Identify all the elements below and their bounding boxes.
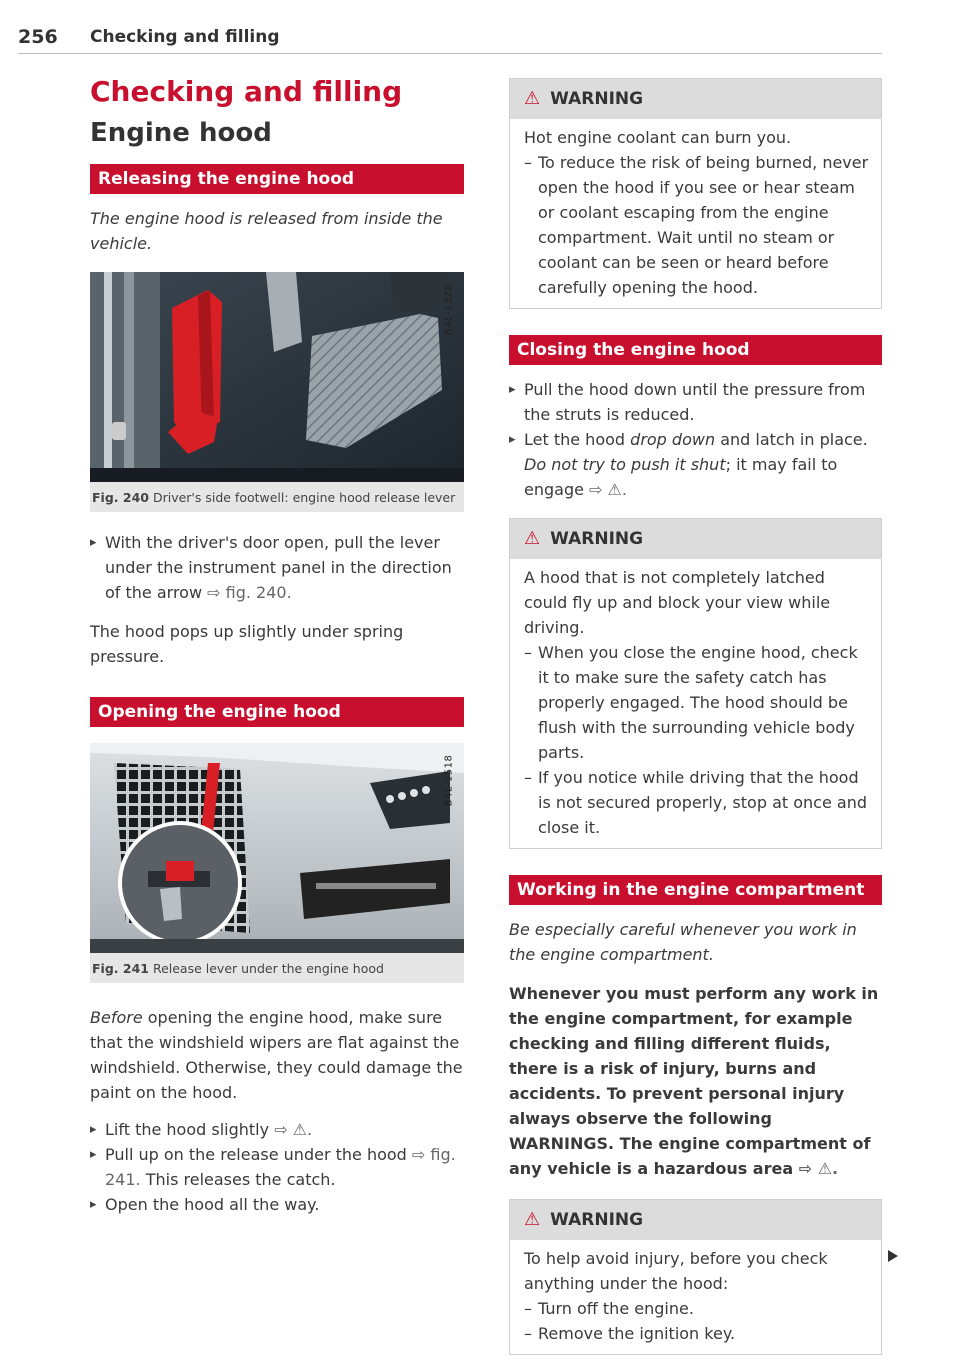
opening-step-1: ▸ Lift the hood slightly ⇨ ⚠. — [90, 1117, 464, 1142]
working-heading: Working in the engine compartment — [509, 875, 882, 905]
figure-241-image — [90, 743, 464, 953]
figure-240-image — [90, 272, 464, 482]
warning-header: ⚠ WARNING — [510, 1200, 881, 1240]
warning-box-inspection — [509, 1199, 882, 1355]
warning-item: – When you close the engine hood, check it to make sure the safety catch has properly engaged. The hood should be flush with the surrounding vehicle body parts. — [524, 640, 869, 765]
closing-step-2: ▸ Let the hood drop down and latch in place. Do not try to push it shut; it may fail to engage ⇨ ⚠. — [509, 427, 882, 502]
releasing-paragraph: The hood pops up slightly under spring pressure. — [90, 622, 404, 666]
working-bold-paragraph: Whenever you must perform any work in the engine compartment, for example checking and filling different fluids, there is a risk of injury, burns and accidents. To prevent personal injury always observe the following WARNINGS. The engine compartment of any vehicle is a hazardous area ⇨ ⚠. — [509, 984, 879, 1178]
warning-item: – Remove the ignition key. — [524, 1321, 869, 1346]
warning-box-coolant — [509, 78, 882, 309]
closing-step-1: ▸ Pull the hood down until the pressure from the struts is reduced. — [509, 377, 882, 427]
figure-241-caption-text: Release lever under the engine hood — [152, 961, 384, 976]
warning-reference: ⇨ ⚠. — [589, 480, 627, 499]
figure-241-code: B4L-1518 — [443, 754, 455, 807]
figure-240-code: B4L-1320 — [443, 283, 455, 336]
figure-241-label: Fig. 241 — [92, 961, 149, 976]
opening-step-3: ▸ Open the hood all the way. — [90, 1192, 464, 1217]
releasing-heading: Releasing the engine hood — [90, 164, 464, 194]
warning-reference: ⇨ ⚠. — [274, 1120, 313, 1139]
warning-text: A hood that is not completely latched could fly up and block your view while driving. — [524, 568, 831, 637]
figure-240-caption — [90, 482, 464, 512]
running-section-title: Checking and filling — [90, 27, 280, 47]
car-front-illustration — [90, 743, 464, 953]
working-intro: Be especially careful whenever you work in the engine compartment. — [509, 920, 857, 964]
warning-text: To help avoid injury, before you check anything under the hood: — [524, 1249, 828, 1293]
warning-box-latch — [509, 518, 882, 849]
warning-triangle-icon: ⚠ — [524, 88, 541, 109]
left-column — [90, 74, 464, 1217]
warning-item: – To reduce the risk of being burned, never open the hood if you see or hear steam or coolant escaping from the engine compartment. Wait until no steam or coolant can be seen or heard before carefully opening the hood. — [524, 150, 869, 300]
page-header — [18, 24, 882, 54]
fig-240-reference: ⇨ fig. 240. — [207, 583, 292, 602]
opening-heading: Opening the engine hood — [90, 697, 464, 727]
warning-header: ⚠ WARNING — [510, 519, 881, 559]
releasing-intro: The engine hood is released from inside the vehicle. — [90, 209, 443, 253]
warning-header: ⚠ WARNING — [510, 79, 881, 119]
figure-240-label: Fig. 240 — [92, 490, 149, 505]
section-title: Engine hood — [90, 118, 272, 148]
warning-item: – If you notice while driving that the hood is not secured properly, stop at once and close it. — [524, 765, 869, 840]
fig-241-reference: ⇨ fig. 241. — [105, 1145, 456, 1189]
releasing-step-1: ▸ With the driver's door open, pull the lever under the instrument panel in the direction of the arrow ⇨ fig. 240. — [90, 530, 464, 605]
chapter-title: Checking and filling — [90, 75, 403, 108]
figure-241-caption — [90, 953, 464, 983]
warning-triangle-icon: ⚠ — [524, 1209, 541, 1230]
footwell-illustration — [90, 272, 464, 482]
closing-heading: Closing the engine hood — [509, 335, 882, 365]
warning-reference: ⇨ ⚠. — [798, 1159, 839, 1178]
warning-text: Hot engine coolant can burn you. — [524, 128, 792, 147]
continue-arrow-icon — [888, 1250, 898, 1262]
figure-240-caption-text: Driver's side footwell: engine hood release lever — [152, 490, 456, 505]
warning-triangle-icon: ⚠ — [524, 528, 541, 549]
opening-step-2: ▸ Pull up on the release under the hood ⇨ fig. 241. This releases the catch. — [90, 1142, 464, 1192]
warning-item: – Turn off the engine. — [524, 1296, 869, 1321]
right-column — [509, 78, 882, 1355]
opening-paragraph: Before opening the engine hood, make sure that the windshield wipers are flat against the windshield. Otherwise, they could damage the paint on the hood. — [90, 1008, 463, 1102]
page-number: 256 — [18, 26, 58, 48]
